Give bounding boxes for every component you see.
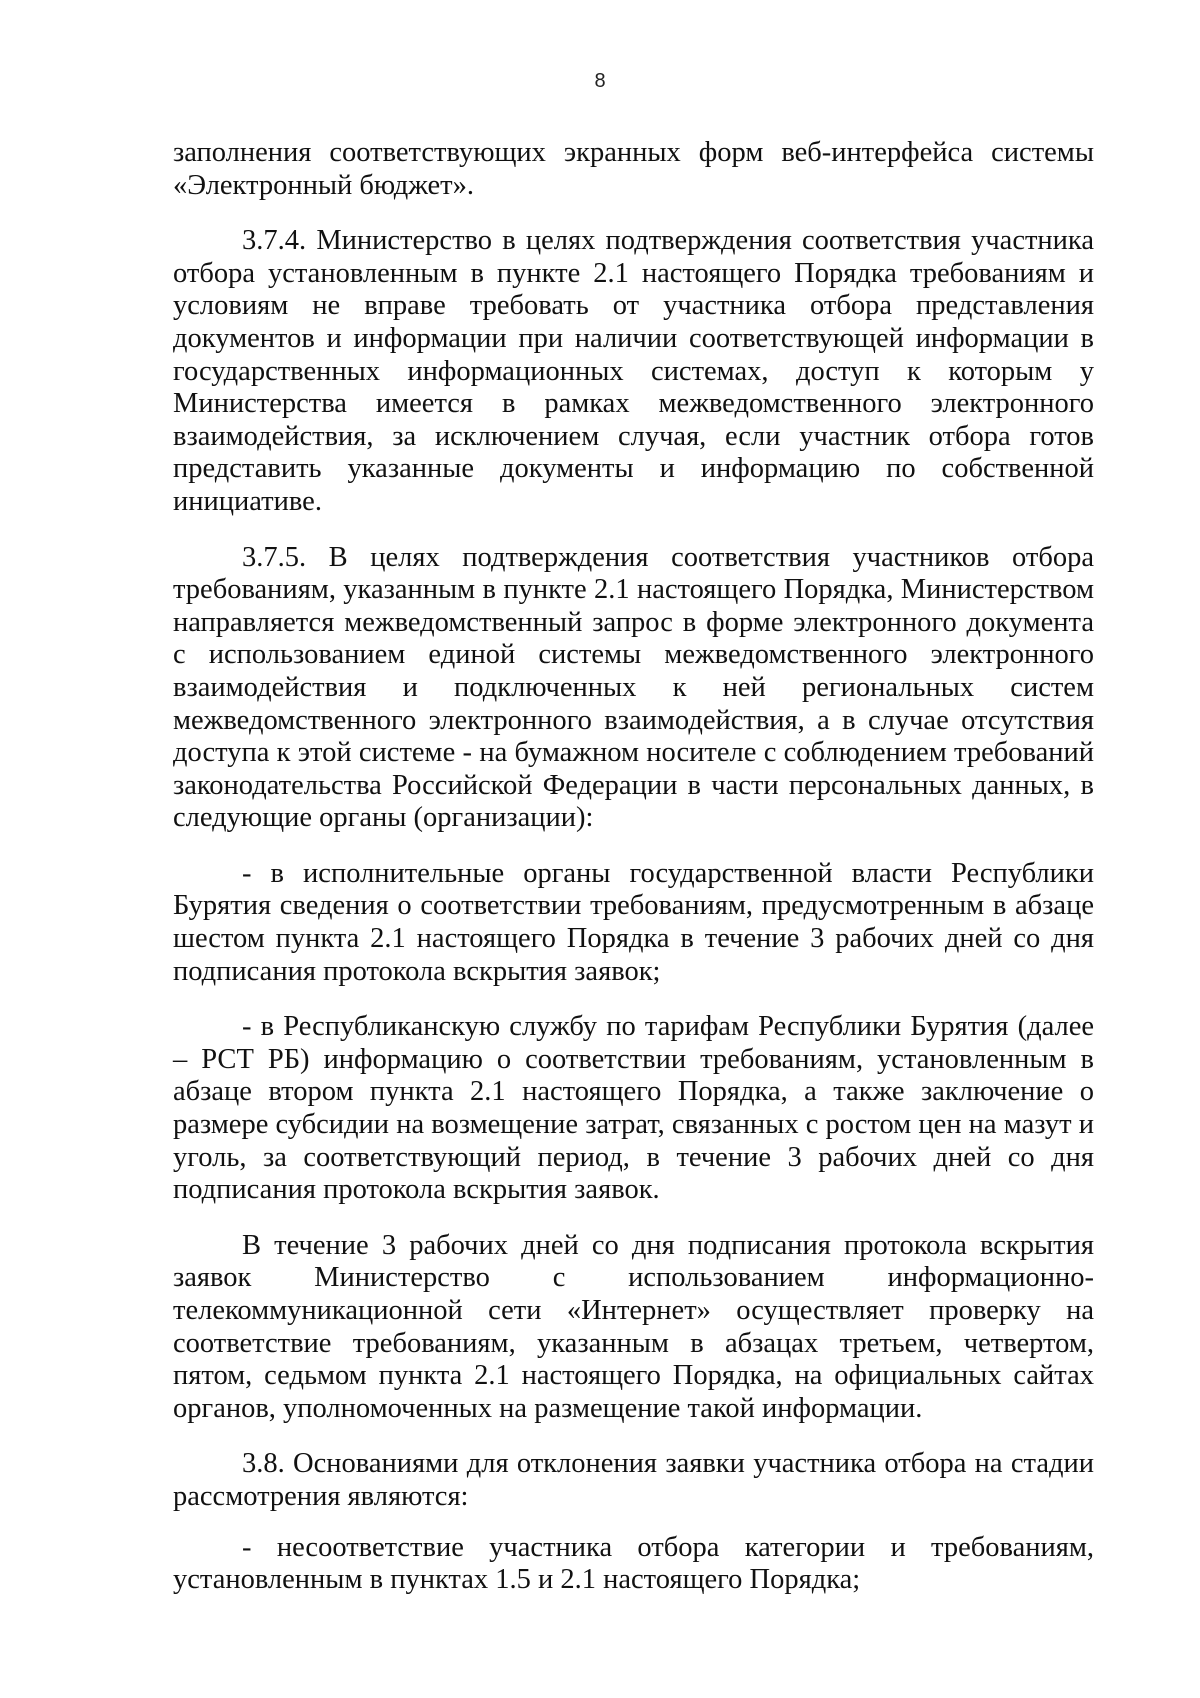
- list-item-tariff-service: - в Республиканскую службу по тарифам Республики Бурятия (далее – РСТ РБ) информацию о соответствии требованиям, установленным в абзаце втором пункта 2.1 настоящего Порядка, а также заключение о размере субсидии на возмещение затрат, связанных с ростом цен на мазут и уголь, за соответствующий период, в течение 3 рабочих дней со дня подписания протокола вскрытия заявок.: [173, 1011, 1094, 1206]
- page-number: 8: [594, 70, 606, 92]
- list-item-rejection-ground: - несоответствие участника отбора категории и требованиям, установленным в пунктах 1.5 и 2.1 настоящего Порядка;: [173, 1531, 1094, 1596]
- paragraph-3-7-5: 3.7.5. В целях подтверждения соответствия участников отбора требованиям, указанным в пункте 2.1 настоящего Порядка, Министерством направляется межведомственный запрос в форме электронного документа с использованием единой системы межведомственного электронного взаимодействия и подключенных к ней региональных систем межведомственного электронного взаимодействия, а в случае отсутствия доступа к этой системе - на бумажном носителе с соблюдением требований законодательства Российской Федерации в части персональных данных, в следующие органы (организации):: [173, 541, 1094, 834]
- paragraph-continuation: заполнения соответствующих экранных форм веб-интерфейса системы «Электронный бюджет».: [173, 137, 1094, 201]
- list-item-executive-bodies: - в исполнительные органы государственной власти Республики Бурятия сведения о соответствии требованиям, предусмотренным в абзаце шестом пункта 2.1 настоящего Порядка в течение 3 рабочих дней со дня подписания протокола вскрытия заявок;: [173, 857, 1094, 987]
- paragraph-3-7-4: 3.7.4. Министерство в целях подтверждения соответствия участника отбора установленным в пункте 2.1 настоящего Порядка требованиям и условиям не вправе требовать от участника отбора представления документов и информации при наличии соответствующей информации в государственных информационных системах, доступ к которым у Министерства имеется в рамках межведомственного электронного взаимодействия, за исключением случая, если участник отбора готов представить указанные документы и информацию по собственной инициативе.: [173, 225, 1094, 517]
- paragraph-3-8: 3.8. Основаниями для отклонения заявки участника отбора на стадии рассмотрения являются:: [173, 1448, 1094, 1512]
- document-body: [173, 137, 1094, 1620]
- paragraph-internet-check: В течение 3 рабочих дней со дня подписания протокола вскрытия заявок Министерство с использованием информационно-телекоммуникационной сети «Интернет» осуществляет проверку на соответствие требованиям, указанным в абзацах третьем, четвертом, пятом, седьмом пункта 2.1 настоящего Порядка, на официальных сайтах органов, уполномоченных на размещение такой информации.: [173, 1229, 1094, 1424]
